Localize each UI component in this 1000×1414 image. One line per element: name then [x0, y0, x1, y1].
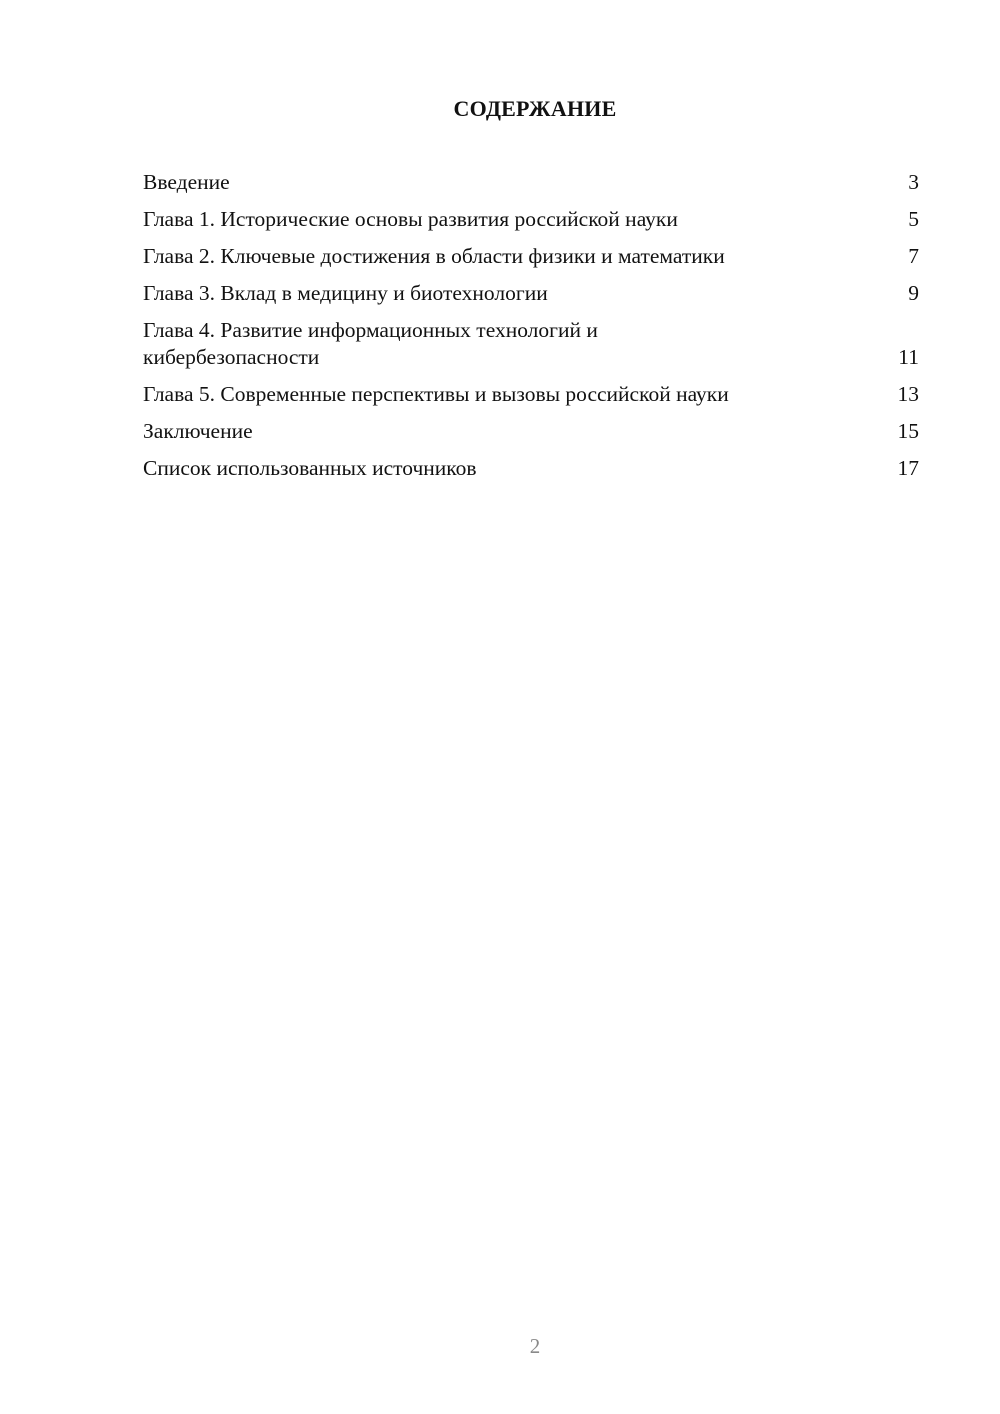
toc-entry-chapter-4	[143, 317, 919, 371]
table-of-contents	[143, 169, 919, 492]
toc-entry-chapter-5	[143, 381, 919, 408]
toc-entry-page: 5	[908, 207, 919, 231]
toc-entry-label: Глава 4. Развитие информационных технологий и кибербезопасности	[143, 318, 598, 369]
toc-entry-label: Глава 5. Современные перспективы и вызовы российской науки	[143, 382, 729, 406]
toc-entry-label: Список использованных источников	[143, 456, 477, 480]
toc-entry-label: Глава 3. Вклад в медицину и биотехнологии	[143, 281, 548, 305]
toc-entry-page: 3	[908, 170, 919, 194]
toc-entry-page: 17	[897, 456, 919, 480]
toc-entry-label: Заключение	[143, 419, 253, 443]
toc-entry-page: 9	[908, 281, 919, 305]
toc-entry-chapter-3	[143, 280, 919, 307]
toc-entry-introduction	[143, 169, 919, 196]
toc-entry-page: 7	[908, 244, 919, 268]
toc-entry-chapter-2	[143, 243, 919, 270]
toc-entry-page: 15	[897, 419, 919, 443]
toc-entry-references	[143, 455, 919, 482]
toc-title: СОДЕРЖАНИЕ	[453, 96, 617, 121]
toc-entry-conclusion	[143, 418, 919, 445]
toc-entry-chapter-1	[143, 206, 919, 233]
toc-entry-page: 11	[898, 345, 919, 369]
toc-entry-page: 13	[897, 382, 919, 406]
toc-entry-label: Глава 2. Ключевые достижения в области физики и математики	[143, 244, 725, 268]
toc-entry-label: Глава 1. Исторические основы развития российской науки	[143, 207, 678, 231]
toc-entry-label: Введение	[143, 170, 230, 194]
page-number: 2	[529, 1334, 541, 1358]
